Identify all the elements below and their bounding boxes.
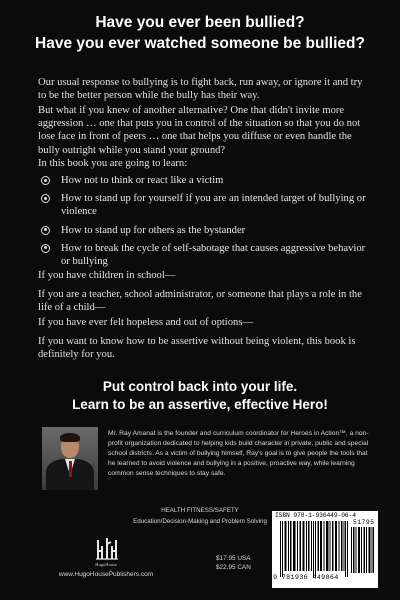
price-barcode-icon: [351, 527, 374, 573]
learning-list-item: [38, 242, 368, 268]
headline-line-1: Have you ever been bullied?: [95, 14, 305, 31]
alternative-paragraph: But what if you knew of another alternative? One that didn't invite more aggression … one that puts you in control of the situation so that you do not lose face in front of peers … one that helps you diffuse or even handle the bully outright while you stand your ground?: [38, 105, 361, 156]
category-line-1: HEALTH FITNESS/SAFETY: [161, 507, 239, 514]
headline-line-2: Have you ever watched someone be bullied?: [35, 35, 365, 52]
learning-list-item: [38, 224, 368, 237]
barcode-digits: 9 781936 449064: [273, 574, 339, 582]
isbn-number: ISBN 978-1-936449-06-4: [275, 512, 356, 519]
audience-children: If you have children in school—: [38, 270, 176, 281]
price-canada: $22.95 CAN: [216, 564, 251, 571]
bullet-icon: [41, 194, 50, 203]
learning-item-text: How to stand up for others as the bystander: [61, 224, 246, 236]
barcode-icon: [280, 521, 348, 577]
audience-teacher: If you are a teacher, school administrator, or someone that plays a role in the life of a child—: [38, 289, 362, 314]
learning-list-item: [38, 192, 368, 218]
author-bio: Mr. Ray Amanat is the founder and curriculum coordinator for Heroes in Action™, a non-profit organization dedicated to helping kids build character in private, public and special school districts. As a victim of bullying himself, Ray's goal is to give people the tools that he learned to avoid violence and bullying in a positive, proactive way, while learning common sense techniques to stay safe.: [108, 430, 369, 478]
learning-list-item: [38, 174, 368, 187]
publisher-logo-icon: [93, 535, 121, 563]
category-line-2: Education/Decision-Making and Problem Solving: [133, 518, 267, 525]
isbn-barcode-block: [272, 511, 378, 588]
learning-item-text: How to break the cycle of self-sabotage that causes aggressive behavior or bullying: [61, 242, 366, 268]
learning-item-text: How not to think or react like a victim: [61, 175, 224, 186]
learning-item-text: How to stand up for yourself if you are an intended target of bullying or violence: [61, 193, 366, 218]
intro-paragraph: Our usual response to bullying is to fight back, run away, or ignore it and try to be the better person while the bully has their way.: [38, 77, 363, 102]
bullet-icon: [41, 226, 50, 235]
learning-list: [38, 174, 368, 273]
price-usa: $17.95 USA: [216, 555, 251, 562]
bullet-icon: [41, 176, 50, 185]
price-code: 51795: [353, 519, 375, 526]
audience-hopeless: If you have ever felt hopeless and out of options—: [38, 317, 254, 328]
bullet-icon: [41, 244, 50, 253]
audience-assertive: If you want to know how to be assertive without being violent, this book is definitely for you.: [38, 336, 356, 361]
publisher-url[interactable]: www.HugoHousePublishers.com: [58, 571, 154, 578]
author-photo: [42, 427, 98, 490]
publisher-name: HugoHouse: [95, 562, 117, 567]
call-to-action-line-1: Put control back into your life.: [102, 379, 298, 394]
learn-intro: In this book you are going to learn:: [38, 158, 188, 169]
call-to-action-line-2: Learn to be an assertive, effective Hero!: [72, 397, 328, 412]
